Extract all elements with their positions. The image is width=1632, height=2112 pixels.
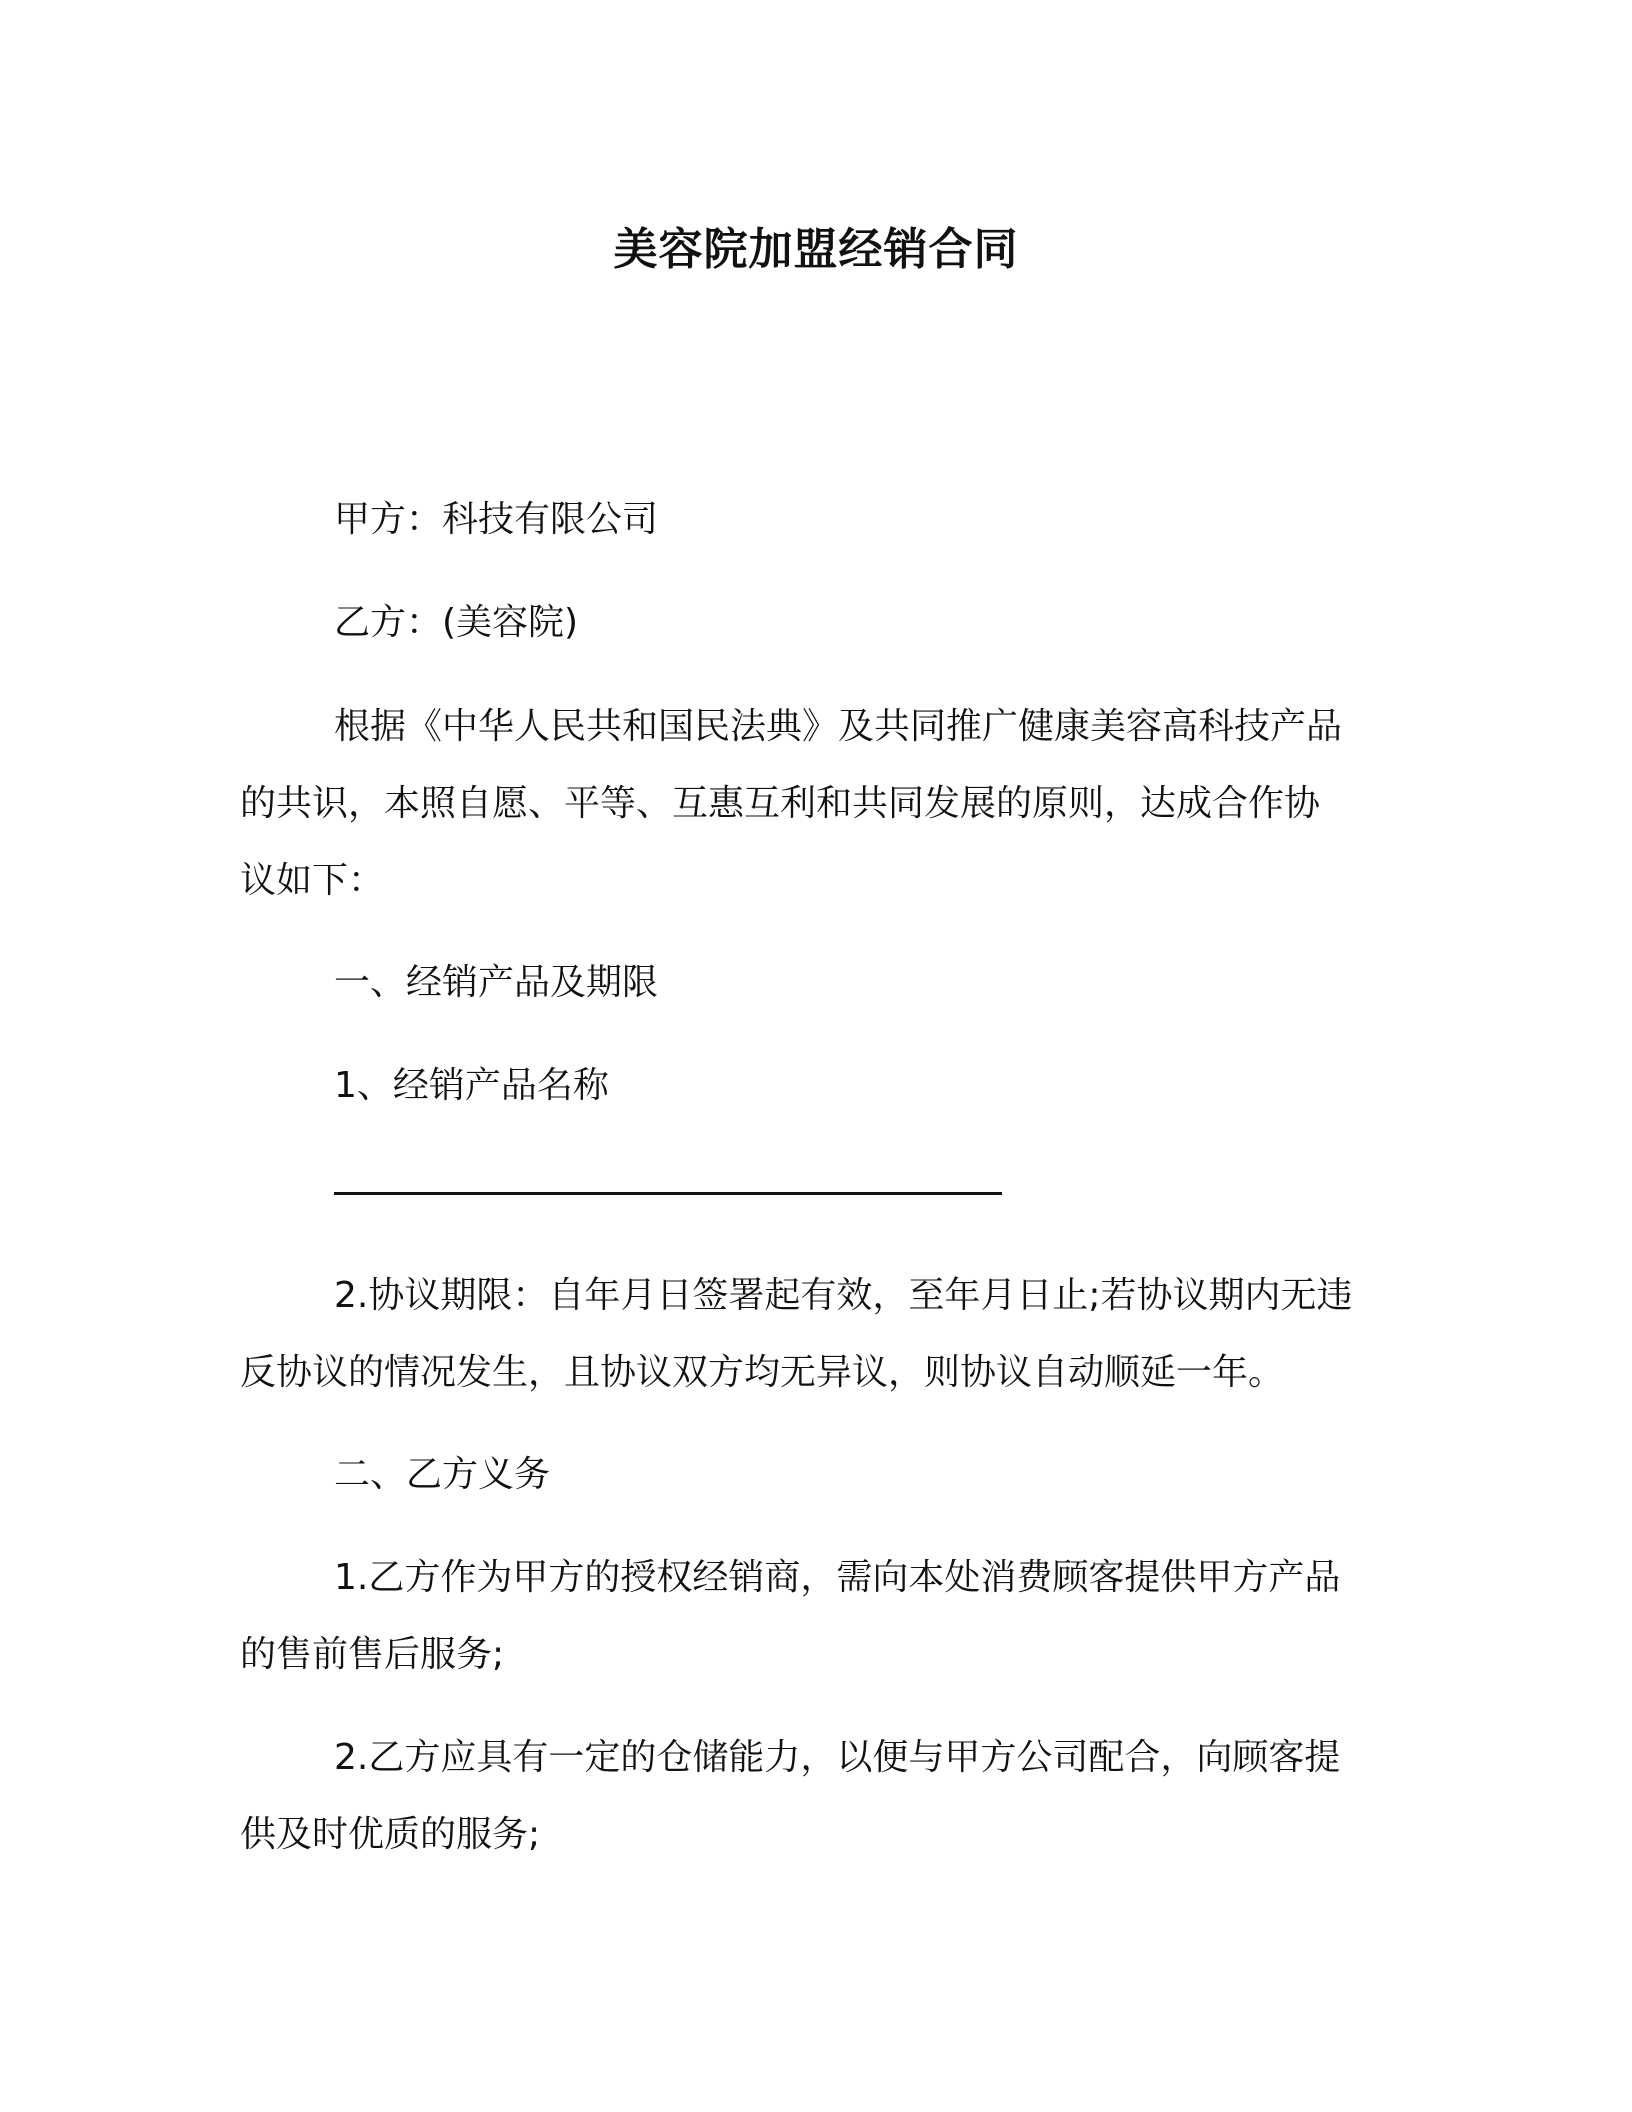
preamble-line-1: 根据《中华人民共和国民法典》及共同推广健康美容高科技产品 xyxy=(334,706,1343,747)
party-b: 乙方：(美容院) xyxy=(334,602,579,643)
party-a: 甲方：科技有限公司 xyxy=(334,499,659,540)
item-1-2-line-2: 反协议的情况发生，且协议双方均无异议，则协议自动顺延一年。 xyxy=(240,1352,1285,1393)
item-1-1: 1、经销产品名称 xyxy=(334,1065,609,1106)
section-2-heading: 二、乙方义务 xyxy=(334,1454,551,1495)
fill-in-blank-line xyxy=(334,1192,1002,1195)
preamble-line-3: 议如下： xyxy=(240,860,385,901)
item-1-2-line-1: 2.协议期限：自年月日签署起有效，至年月日止;若协议期内无违 xyxy=(334,1275,1353,1316)
item-2-2-line-2: 供及时优质的服务; xyxy=(240,1814,541,1855)
item-2-2-line-1: 2.乙方应具有一定的仓储能力，以便与甲方公司配合，向顾客提 xyxy=(334,1737,1341,1778)
section-1-heading: 一、经销产品及期限 xyxy=(334,962,659,1003)
preamble-line-2: 的共识，本照自愿、平等、互惠互利和共同发展的原则，达成合作协 xyxy=(240,783,1321,824)
item-2-1-line-2: 的售前售后服务; xyxy=(240,1634,505,1675)
item-2-1-line-1: 1.乙方作为甲方的授权经销商，需向本处消费顾客提供甲方产品 xyxy=(334,1557,1341,1598)
document-title: 美容院加盟经销合同 xyxy=(613,224,1019,275)
